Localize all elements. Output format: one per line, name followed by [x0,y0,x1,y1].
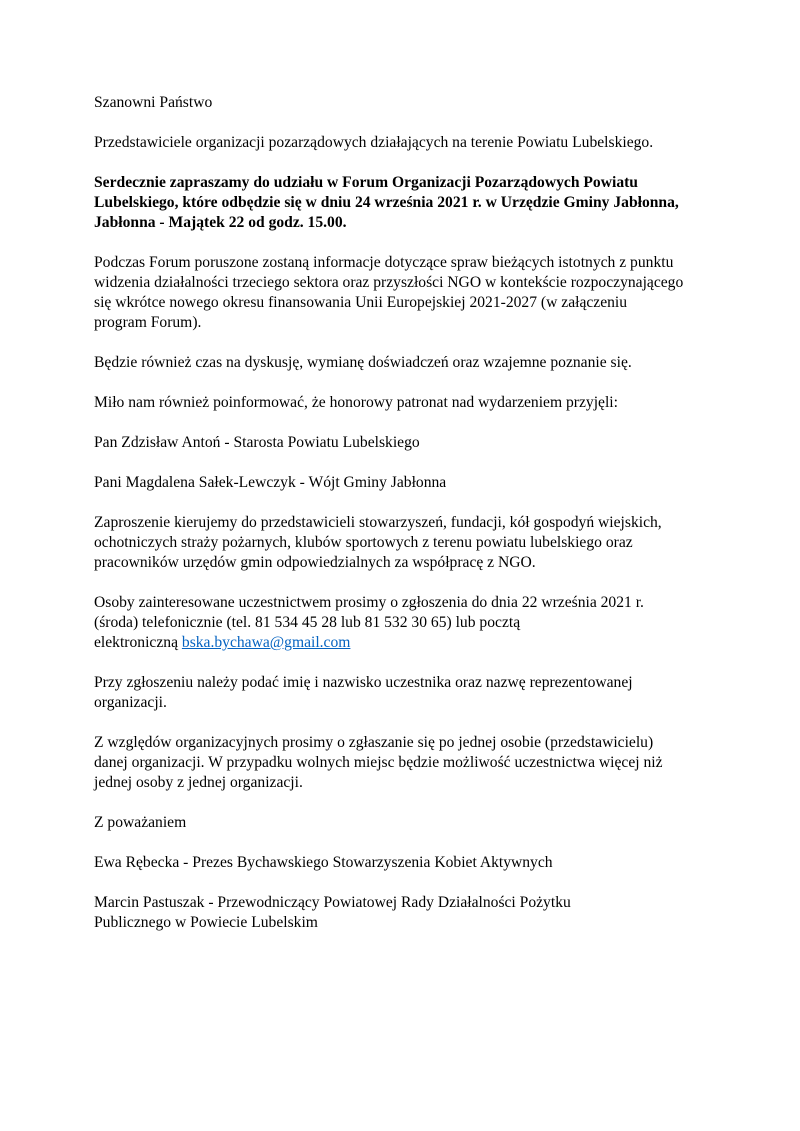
registration-email-prefix: elektroniczną [94,634,182,651]
audience-line: Zaproszenie kierujemy do przedstawicieli stowarzyszeń, fundacji, kół gospodyń wiejskich, [94,514,662,531]
registration-line [94,633,734,653]
discussion-paragraph: Będzie również czas na dyskusję, wymianę doświadczeń oraz wzajemne poznanie się. [94,354,632,371]
audience-line: pracowników urzędów gmin odpowiedzialnych za współpracę z NGO. [94,554,536,571]
audience-line: ochotniczych straży pożarnych, klubów sportowych z terenu powiatu lubelskiego oraz [94,534,633,551]
organizational-note-line: Z względów organizacyjnych prosimy o zgłaszanie się po jednej osobie (przedstawicielu) [94,734,654,751]
forum-topics-line: widzenia działalności trzeciego sektora oraz przyszłości NGO w kontekście rozpoczynającego [94,274,684,291]
registration-line: Osoby zainteresowane uczestnictwem prosimy o zgłoszenia do dnia 22 września 2021 r. [94,594,644,611]
letter-body [94,93,734,953]
registration-details-line: Przy zgłoszeniu należy podać imię i nazwisko uczestnika oraz nazwę reprezentowanej [94,674,633,691]
email-link[interactable]: bska.bychawa@gmail.com [181,634,351,651]
organizational-note-line: danej organizacji. W przypadku wolnych miejsc będzie możliwość uczestnictwa więcej niż [94,754,663,771]
organizational-note-line: jednej osoby z jednej organizacji. [94,774,303,791]
forum-topics-line: Podczas Forum poruszone zostaną informacje dotyczące spraw bieżących istotnych z punktu [94,254,674,271]
invitation-line: Lubelskiego, które odbędzie się w dniu 24 września 2021 r. w Urzędzie Gminy Jabłonna, [94,194,679,211]
signature-line: Marcin Pastuszak - Przewodniczący Powiatowej Rady Działalności Pożytku [94,894,571,911]
audience-paragraph [94,513,734,573]
signature-pastuszak [94,893,734,933]
forum-topics-line: program Forum). [94,314,202,331]
closing: Z poważaniem [94,814,187,831]
addressees: Przedstawiciele organizacji pozarządowych działających na terenie Powiatu Lubelskiego. [94,134,654,151]
signature-rebecka: Ewa Rębecka - Prezes Bychawskiego Stowarzyszenia Kobiet Aktywnych [94,854,553,871]
organizational-note-paragraph [94,733,734,793]
signature-line: Publicznego w Powiecie Lubelskim [94,914,318,931]
forum-topics-line: się wkrótce nowego okresu finansowania Unii Europejskiej 2021-2027 (w załączeniu [94,294,628,311]
patronage-intro: Miło nam również poinformować, że honorowy patronat nad wydarzeniem przyjęli: [94,394,618,411]
invitation-line: Jabłonna - Majątek 22 od godz. 15.00. [94,214,347,231]
invitation-paragraph [94,173,734,233]
registration-paragraph [94,593,734,653]
registration-details-paragraph [94,673,734,713]
registration-line: (środa) telefonicznie (tel. 81 534 45 28 lub 81 532 30 65) lub pocztą [94,614,521,631]
patron-starosta: Pan Zdzisław Antoń - Starosta Powiatu Lubelskiego [94,434,420,451]
forum-topics-paragraph [94,253,734,333]
greeting: Szanowni Państwo [94,94,213,111]
registration-details-line: organizacji. [94,694,167,711]
invitation-line: Serdecznie zapraszamy do udziału w Forum Organizacji Pozarządowych Powiatu [94,174,638,191]
patron-wojt: Pani Magdalena Sałek-Lewczyk - Wójt Gminy Jabłonna [94,474,447,491]
